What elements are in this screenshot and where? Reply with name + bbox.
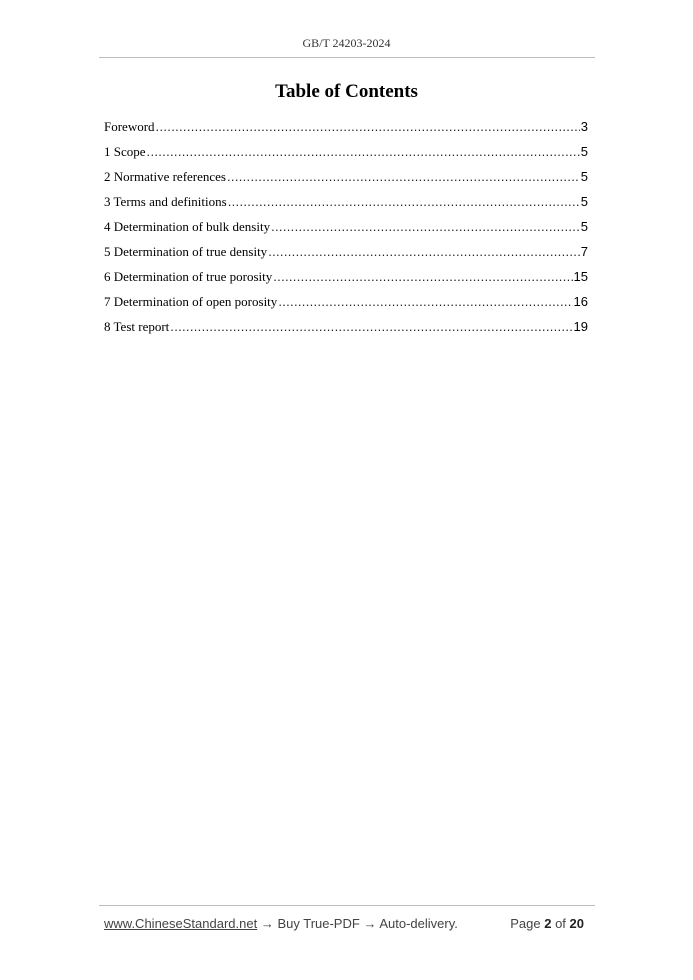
toc-entry-page: 5 — [580, 169, 588, 184]
toc-entry-label: 1 Scope — [104, 144, 146, 159]
toc-entry-page: 3 — [580, 119, 588, 134]
page-total: 20 — [569, 916, 584, 931]
header-divider — [99, 57, 595, 58]
toc-entry-scope[interactable] — [104, 142, 588, 167]
toc-entry-foreword[interactable] — [104, 117, 588, 142]
toc-entry-true-porosity[interactable] — [104, 267, 588, 292]
toc-entry-page: 5 — [580, 219, 588, 234]
arrow-right-icon: → — [260, 916, 274, 931]
page-current: 2 — [544, 916, 552, 931]
arrow-right-icon: → — [363, 916, 377, 931]
toc-leader-dots — [268, 242, 580, 262]
toc-leader-dots — [278, 292, 572, 312]
toc-leader-dots — [273, 267, 572, 287]
toc-entry-open-porosity[interactable] — [104, 292, 588, 317]
toc-entry-label: 6 Determination of true porosity — [104, 269, 273, 284]
page-word: Page — [510, 916, 541, 931]
toc-leader-dots — [170, 317, 572, 337]
page-of-word: of — [555, 916, 566, 931]
toc-entry-page: 5 — [580, 194, 588, 209]
toc-title: Table of Contents — [275, 81, 418, 102]
header-standard-code: GB/T 24203-2024 — [302, 36, 391, 50]
footer-site-link[interactable]: www.ChineseStandard.net — [104, 916, 258, 931]
toc-entry-page: 19 — [573, 319, 588, 334]
footer-delivery-text: Auto-delivery. — [379, 916, 458, 931]
toc-leader-dots — [228, 192, 580, 212]
toc-leader-dots — [271, 217, 580, 237]
page-number — [510, 916, 584, 931]
toc-list — [104, 117, 588, 342]
toc-entry-label: Foreword — [104, 119, 155, 134]
toc-leader-dots — [156, 117, 580, 137]
toc-entry-terms-definitions[interactable] — [104, 192, 588, 217]
toc-entry-label: 8 Test report — [104, 319, 170, 334]
toc-entry-bulk-density[interactable] — [104, 217, 588, 242]
toc-entry-page: 5 — [580, 144, 588, 159]
toc-entry-page: 7 — [580, 244, 588, 259]
toc-entry-label: 4 Determination of bulk density — [104, 219, 271, 234]
footer-divider — [99, 905, 595, 906]
toc-entry-label: 2 Normative references — [104, 169, 226, 184]
toc-entry-label: 7 Determination of open porosity — [104, 294, 278, 309]
toc-entry-page: 16 — [573, 294, 588, 309]
toc-entry-test-report[interactable] — [104, 317, 588, 342]
toc-entry-label: 5 Determination of true density — [104, 244, 268, 259]
toc-entry-normative-references[interactable] — [104, 167, 588, 192]
toc-entry-page: 15 — [573, 269, 588, 284]
footer-promo — [104, 916, 458, 931]
toc-leader-dots — [227, 167, 580, 187]
footer-buy-text: Buy True-PDF — [277, 916, 360, 931]
toc-entry-true-density[interactable] — [104, 242, 588, 267]
toc-entry-label: 3 Terms and definitions — [104, 194, 227, 209]
footer — [104, 916, 584, 931]
toc-leader-dots — [147, 142, 580, 162]
